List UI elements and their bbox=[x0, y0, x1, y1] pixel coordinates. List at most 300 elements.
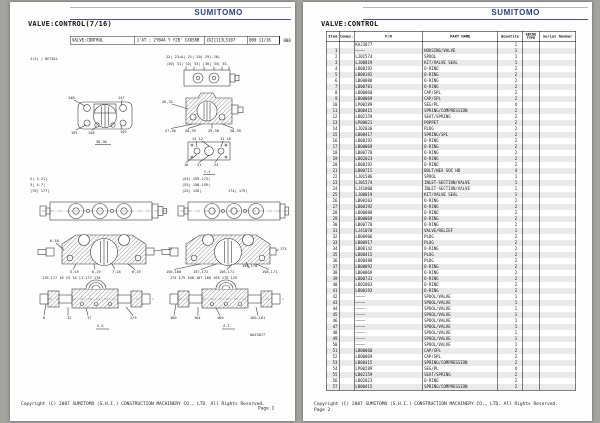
cell-qty: 1 bbox=[498, 42, 523, 48]
cell-item: 27 bbox=[327, 204, 340, 210]
cell-item: 16 bbox=[327, 138, 340, 144]
diagram-callout: 2/9 bbox=[130, 316, 137, 320]
page-1 bbox=[10, 2, 295, 421]
cell-name: O-RING bbox=[423, 378, 498, 384]
cell-pn: LB00781 bbox=[354, 84, 423, 90]
cell-pn: LB02159 bbox=[354, 114, 423, 120]
cell-pn: LB00192 bbox=[354, 162, 423, 168]
cell-qty: 2 bbox=[498, 198, 523, 204]
cell-qty: 1 bbox=[498, 186, 523, 192]
diagram-callout: 26,32 bbox=[162, 100, 173, 104]
cell-item: 35 bbox=[327, 252, 340, 258]
header-rule-top bbox=[363, 7, 588, 8]
cell-pn: LJ01574 bbox=[354, 180, 423, 186]
diagram-callout: J(S) / DETAIL bbox=[30, 57, 59, 61]
cell-qty: 1 bbox=[498, 60, 523, 66]
cell-qty: 2 bbox=[498, 210, 523, 216]
cell-item: 36 bbox=[327, 258, 340, 264]
cell-name: HOUSING/VALVE bbox=[423, 48, 498, 54]
cell-item: 38 bbox=[327, 270, 340, 276]
cell-qty: 2 bbox=[498, 378, 523, 384]
cell-qty: 1 bbox=[498, 324, 523, 330]
cell-name: SPOOL/VALVE bbox=[423, 336, 498, 342]
cell-pn: LB00731 bbox=[354, 276, 423, 282]
cell-item: 19 bbox=[327, 156, 340, 162]
cell-qty: 1 bbox=[498, 312, 523, 318]
cell-pn: KAJ3077 bbox=[354, 42, 423, 48]
cell-name: O-RING bbox=[423, 66, 498, 72]
col-header-abcde: ABCDE TYPE bbox=[523, 32, 540, 42]
cell-qty: 1 bbox=[498, 174, 523, 180]
cell-name: SPRING/SPL bbox=[423, 132, 498, 138]
diagram-callout: |54| 159-173| bbox=[182, 177, 211, 181]
cell-pn: LB00415 bbox=[354, 252, 423, 258]
cell-item: 48 bbox=[327, 330, 340, 336]
cell-pn: LB00415 bbox=[354, 360, 423, 366]
cell-qty: 2 bbox=[498, 78, 523, 84]
diagram-callout: 155 bbox=[71, 131, 78, 135]
cell-qty: 2 bbox=[498, 114, 523, 120]
diagram-callout: |25| 126| bbox=[182, 189, 202, 193]
cell-qty: 2 bbox=[498, 354, 523, 360]
cell-qty: 1 bbox=[498, 192, 523, 198]
cell-item: 10 bbox=[327, 102, 340, 108]
drawing-title-block bbox=[70, 36, 291, 45]
cell-item: 28 bbox=[327, 210, 340, 216]
col-header-pn: P/N bbox=[354, 32, 423, 42]
cell-qty: 2 bbox=[498, 96, 523, 102]
cell-item: 47 bbox=[327, 324, 340, 330]
cell-name: SPOOL/VALVE bbox=[423, 300, 498, 306]
cell-qty: 2 bbox=[498, 126, 523, 132]
page-title: VALVE:CONTROL(7/16) bbox=[28, 20, 112, 28]
cell-pn: LB00415 bbox=[354, 108, 423, 114]
cell-pn: LB00917 bbox=[354, 240, 423, 246]
cell-name: SPRING/COMPRESSION bbox=[423, 108, 498, 114]
diagram-callout: 22| 23+A| 21|-20| 25|-20| bbox=[166, 55, 221, 59]
cell-item: 5 bbox=[327, 72, 340, 78]
cell-qty: 2 bbox=[498, 204, 523, 210]
cell-name: PLUG bbox=[423, 258, 498, 264]
cell-qty: 2 bbox=[498, 384, 523, 390]
cell-qty: 1 bbox=[498, 54, 523, 60]
page-2 bbox=[303, 2, 592, 421]
cell-name: CAP/SPL bbox=[423, 90, 498, 96]
cell-item: 20 bbox=[327, 162, 340, 168]
cell-qty: 2 bbox=[498, 144, 523, 150]
cell-name: PLUG bbox=[423, 252, 498, 258]
sumitomo-logo: SUMITOMO bbox=[491, 8, 540, 17]
cell-item: 55 bbox=[327, 372, 340, 378]
cell-pn: LB00069 bbox=[354, 216, 423, 222]
cell-pn: LJ41000 bbox=[354, 186, 423, 192]
cell-name: CAP/SPL bbox=[423, 348, 498, 354]
diagram-callout: 173 bbox=[280, 247, 287, 251]
cell-item: 33 bbox=[327, 240, 340, 246]
diagram-callout: 148 bbox=[88, 131, 95, 135]
sumitomo-logo: SUMITOMO bbox=[194, 8, 243, 17]
diagram-callout: 160 bbox=[170, 316, 177, 320]
diagram-callout: 149 bbox=[120, 130, 127, 134]
cell-pn: LB00088 bbox=[354, 78, 423, 84]
cell-item: 23 bbox=[327, 180, 340, 186]
cell-qty: 2 bbox=[498, 264, 523, 270]
cell-qty: 2 bbox=[498, 216, 523, 222]
cell-name: O-RING bbox=[423, 264, 498, 270]
cell-qty: 2 bbox=[498, 372, 523, 378]
cell-pn: ———— bbox=[354, 306, 423, 312]
diagram-callout: 148 bbox=[68, 96, 75, 100]
cell-item: 2 bbox=[327, 54, 340, 60]
cell-qty: 2 bbox=[498, 234, 523, 240]
diagram-callout: 8 bbox=[43, 316, 46, 320]
cell-item: 13 bbox=[327, 120, 340, 126]
cell-name: O-RING bbox=[423, 276, 498, 282]
col-header-item: Item bbox=[327, 32, 340, 42]
cell-qty: 2 bbox=[498, 66, 523, 72]
cell-qty: 2 bbox=[498, 270, 523, 276]
header-rule-bottom bbox=[363, 19, 588, 20]
cell-qty: 2 bbox=[498, 282, 523, 288]
diagram-callout: 3K-3K bbox=[96, 140, 107, 144]
diagram-callout: 159,170 bbox=[242, 264, 258, 268]
cell-item: 56 bbox=[327, 378, 340, 384]
cell-name: SPOOL/VALVE bbox=[423, 342, 498, 348]
diagram-callout: 3| 4-7| bbox=[30, 183, 46, 187]
cell-qty: 4 bbox=[498, 366, 523, 372]
parts-table-header bbox=[327, 32, 576, 43]
diagram-callout: 156,171 bbox=[219, 270, 235, 274]
parts-table-body bbox=[327, 42, 576, 390]
cell-pn: LB00088 bbox=[354, 210, 423, 216]
cell-item: 7 bbox=[327, 84, 340, 90]
cell-item: 12 bbox=[327, 114, 340, 120]
cell-item: 41 bbox=[327, 288, 340, 294]
cell-pn: ———— bbox=[354, 318, 423, 324]
assembly-top-view-left bbox=[40, 202, 170, 220]
cell-name: O-RING bbox=[423, 210, 498, 216]
cell-name: VALVE/RELIEF bbox=[423, 228, 498, 234]
cell-item: 32 bbox=[327, 234, 340, 240]
cell-pn: LJ00819 bbox=[354, 60, 423, 66]
cell-item: 44 bbox=[327, 306, 340, 312]
cell-pn: LJ41070 bbox=[354, 228, 423, 234]
col-header-name: PART NAME bbox=[423, 32, 498, 42]
cell-pn: LB00069 bbox=[354, 354, 423, 360]
cell-name: KIT/VALVE SEAL bbox=[423, 192, 498, 198]
cell-pn: ———— bbox=[354, 294, 423, 300]
diagram-callout: 12 bbox=[67, 316, 72, 320]
cell-item: 17 bbox=[327, 144, 340, 150]
cell-name: PLUG bbox=[423, 126, 498, 132]
cell-item: 51 bbox=[327, 348, 340, 354]
cell-item: 57 bbox=[327, 384, 340, 390]
diagram-callout: Z-Z bbox=[223, 324, 230, 328]
cell-qty: 1 bbox=[498, 180, 523, 186]
cell-name: SEAT/SPRING bbox=[423, 114, 498, 120]
col-header-serial: Serial Number bbox=[542, 34, 573, 39]
cell-pn: ———— bbox=[354, 336, 423, 342]
cell-qty: 2 bbox=[498, 360, 523, 366]
cell-pn: LB00906 bbox=[354, 234, 423, 240]
cell-qty: 2 bbox=[498, 348, 523, 354]
cell-qty: 2 bbox=[498, 72, 523, 78]
cell-name: O-RING bbox=[423, 138, 498, 144]
cell-item: 15 bbox=[327, 132, 340, 138]
cell-qty: 4 bbox=[498, 102, 523, 108]
cell-pn: LB00192 bbox=[354, 72, 423, 78]
cell-item: 24 bbox=[327, 186, 340, 192]
cell-item: 26 bbox=[327, 198, 340, 204]
diagram-callout: 7,18 bbox=[112, 270, 121, 274]
diagram-callout: 5,19 bbox=[70, 270, 79, 274]
cross-section-zz bbox=[170, 280, 284, 329]
diagram-callout: 21 bbox=[168, 247, 173, 251]
cell-name: O-RING bbox=[423, 216, 498, 222]
col-header-qty: Quantity bbox=[498, 32, 523, 42]
cell-pn: ———— bbox=[354, 48, 423, 54]
cell-name: O-RING bbox=[423, 282, 498, 288]
cell-qty: 2 bbox=[498, 132, 523, 138]
diagram-callout: 13 12 bbox=[192, 137, 203, 141]
cell-name: O-RING bbox=[423, 78, 498, 84]
cell-pn: LJ01586 bbox=[354, 174, 423, 180]
cell-pn: ———— bbox=[354, 300, 423, 306]
valve-diagram bbox=[16, 52, 292, 344]
title-block-name: VALVE:CONTROL bbox=[71, 37, 136, 45]
cell-pn: LB00770 bbox=[354, 222, 423, 228]
cell-item: 43 bbox=[327, 300, 340, 306]
cell-qty: 2 bbox=[498, 162, 523, 168]
diagram-callout: KAJ3077 bbox=[250, 333, 266, 337]
page-number: Page 1 bbox=[258, 406, 275, 411]
cell-pn: LB00203 bbox=[354, 198, 423, 204]
cell-name: O-RING bbox=[423, 204, 498, 210]
cell-pn: LB00060 bbox=[354, 348, 423, 354]
valve-top-view bbox=[184, 67, 239, 87]
cell-name: PLUG bbox=[423, 234, 498, 240]
cell-name: POPPET bbox=[423, 120, 498, 126]
diagram-callout: 160,161 bbox=[250, 316, 266, 320]
cell-item: 39 bbox=[327, 276, 340, 282]
cell-item: 40 bbox=[327, 282, 340, 288]
diagram-callout: 16 bbox=[184, 163, 189, 167]
cell-pn: ———— bbox=[354, 330, 423, 336]
diagram-callout: 28,39 bbox=[185, 129, 196, 133]
valve-side-view bbox=[171, 93, 243, 129]
cell-item: 8 bbox=[327, 90, 340, 96]
cell-item: 50 bbox=[327, 342, 340, 348]
cell-item: 30 bbox=[327, 222, 340, 228]
cell-qty: 1 bbox=[498, 306, 523, 312]
cell-name: O-RING bbox=[423, 198, 498, 204]
cell-name: SPOOL bbox=[423, 54, 498, 60]
cell-pn: LB00417 bbox=[354, 132, 423, 138]
cell-pn: LJ00819 bbox=[354, 192, 423, 198]
diagram-callout: 157,172 bbox=[193, 270, 209, 274]
cell-name: INLET-SECTION/VALVE bbox=[423, 186, 498, 192]
diagram-callout: 160 bbox=[217, 316, 224, 320]
cell-name: O-RING bbox=[423, 84, 498, 90]
diagram-callout: 156,160 bbox=[166, 270, 182, 274]
cell-item: 46 bbox=[327, 318, 340, 324]
copyright-line: Copyright (C) 2007 SUMITOMO (S.H.I.) CONSTRUCTION MACHINERY CO., LTD. All Rights Reserved. bbox=[21, 401, 265, 407]
cell-comps bbox=[339, 384, 354, 390]
cell-item: 18 bbox=[327, 150, 340, 156]
cell-pn: LB00192 bbox=[354, 138, 423, 144]
cell-name: O-RING bbox=[423, 144, 498, 150]
cell-pn: ———— bbox=[354, 324, 423, 330]
cell-qty: 2 bbox=[498, 252, 523, 258]
footer-block bbox=[314, 401, 599, 413]
assembly-front-view-right bbox=[162, 235, 279, 270]
title-block-suffix: 000 bbox=[283, 38, 291, 43]
cell-qty: 1 bbox=[498, 330, 523, 336]
cell-pn: LB00192 bbox=[354, 288, 423, 294]
cell-qty: 2 bbox=[498, 84, 523, 90]
col-header-comps: Comps. bbox=[339, 32, 354, 42]
cell-pn: LB00069 bbox=[354, 144, 423, 150]
cell-name: O-RING bbox=[423, 288, 498, 294]
cell-pn: LP00821 bbox=[354, 120, 423, 126]
cell-name: O-RING bbox=[423, 72, 498, 78]
cell-qty: 1 bbox=[498, 318, 523, 324]
cell-item: 42 bbox=[327, 294, 340, 300]
cell-item: 49 bbox=[327, 336, 340, 342]
title-block-serial: ZAJ1113L5107 bbox=[205, 37, 248, 45]
cell-name: O-RING bbox=[423, 222, 498, 228]
cell-pn: LB00715 bbox=[354, 168, 423, 174]
diagram-callout: 174| 175| bbox=[228, 189, 248, 193]
cell-name: CAP/SPL bbox=[423, 96, 498, 102]
cell-qty: 4 bbox=[498, 168, 523, 174]
diagram-callout: 24 bbox=[214, 163, 219, 167]
cell-name: O-RING bbox=[423, 162, 498, 168]
diagram-callout: X-X bbox=[97, 324, 104, 328]
cell-pn: LB02003 bbox=[354, 282, 423, 288]
cell-item: 11 bbox=[327, 108, 340, 114]
diagram-callout: 6,19 bbox=[92, 270, 101, 274]
cell-item: 25 bbox=[327, 192, 340, 198]
diagram-callout: 17 bbox=[87, 316, 92, 320]
cell-abcde bbox=[523, 384, 540, 390]
cell-pn: LB00488 bbox=[354, 258, 423, 264]
cell-pn: LB00192 bbox=[354, 66, 423, 72]
cell-qty: 2 bbox=[498, 288, 523, 294]
cell-item: 9 bbox=[327, 96, 340, 102]
cell-name: SPOOL bbox=[423, 174, 498, 180]
cell-item: 54 bbox=[327, 366, 340, 372]
cell-qty: 1 bbox=[498, 300, 523, 306]
cell-name: PLUG bbox=[423, 240, 498, 246]
cell-name: CAP/SPL bbox=[423, 354, 498, 360]
diagram-callout: 28,39 bbox=[230, 129, 241, 133]
diagram-callout: |55| 158-159| bbox=[182, 183, 211, 187]
cell-qty: 2 bbox=[498, 108, 523, 114]
cell-name: KIT/VALVE SEAL bbox=[423, 60, 498, 66]
cell-pn: LB00092 bbox=[354, 264, 423, 270]
cell-pn: LB00060 bbox=[354, 90, 423, 96]
diagram-callout: 147 bbox=[118, 96, 125, 100]
cell-pn: LB00142 bbox=[354, 246, 423, 252]
cell-item: 4 bbox=[327, 66, 340, 72]
cell-item: 21 bbox=[327, 168, 340, 174]
cell-qty: 1 bbox=[498, 48, 523, 54]
cell-qty: 2 bbox=[498, 120, 523, 126]
flange-detail-view bbox=[74, 100, 132, 145]
cell-item: 6 bbox=[327, 78, 340, 84]
diagram-callout: 174 175 168 167 166 165 176 125 bbox=[170, 276, 238, 280]
diagram-callout: 6,19 bbox=[132, 270, 141, 274]
cell-pn: LB00069 bbox=[354, 96, 423, 102]
cell-item: 34 bbox=[327, 246, 340, 252]
cell-item: 52 bbox=[327, 354, 340, 360]
cell-qty: 2 bbox=[498, 240, 523, 246]
title-block-model: 1'AT ; 2YB4A Y Y2B' CX858B bbox=[135, 37, 205, 45]
cell-name: SPOOL/VALVE bbox=[423, 306, 498, 312]
diagram-callout: Y-Y bbox=[204, 170, 211, 174]
cell-pn: LB02023 bbox=[354, 378, 423, 384]
cell-name: SPOOL/VALVE bbox=[423, 312, 498, 318]
assembly-top-view-right bbox=[178, 202, 290, 220]
page-number: Page 2 bbox=[314, 407, 331, 413]
cell-name: SPOOL/VALVE bbox=[423, 318, 498, 324]
cell-name: O-RING bbox=[423, 156, 498, 162]
cell-qty: 1 bbox=[498, 228, 523, 234]
cell-name: O-RING bbox=[423, 270, 498, 276]
diagram-callout: 6,18 bbox=[50, 239, 59, 243]
diagram-callout: |76| 177| bbox=[30, 189, 50, 193]
cell-name: O-RING bbox=[423, 150, 498, 156]
cell-pn: LB02023 bbox=[354, 156, 423, 162]
cell-name: SPOOL/VALVE bbox=[423, 324, 498, 330]
cell-qty: 2 bbox=[498, 156, 523, 162]
diagram-callout: 164 bbox=[194, 316, 201, 320]
cell-item: 29 bbox=[327, 216, 340, 222]
diagram-callout: 31 bbox=[197, 163, 202, 167]
diagram-callout: 158,171 bbox=[262, 270, 278, 274]
cell-name: SPOOL/VALVE bbox=[423, 294, 498, 300]
cell-pn: LB00415 bbox=[354, 384, 423, 390]
cell-name: SEG/PL bbox=[423, 366, 498, 372]
page-title: VALVE:CONTROL bbox=[321, 20, 379, 28]
cell-item: 53 bbox=[327, 360, 340, 366]
copyright-line: Copyright (C) 2007 SUMITOMO (S.H.I.) CONSTRUCTION MACHINERY CO., LTD. All Rights Reserved. bbox=[314, 401, 558, 407]
cell-qty: 2 bbox=[498, 138, 523, 144]
cell-name: INLET-SECTION/VALVE bbox=[423, 180, 498, 186]
diagram-callout: 2| 3-21| bbox=[30, 177, 48, 181]
cell-item: 45 bbox=[327, 312, 340, 318]
parts-table bbox=[326, 31, 576, 391]
cell-item: 14 bbox=[327, 126, 340, 132]
cell-name: SPRING/COMPRESSION bbox=[423, 360, 498, 366]
cell-pn: LB00770 bbox=[354, 150, 423, 156]
cell-qty: 1 bbox=[498, 336, 523, 342]
cross-section-xx bbox=[40, 280, 154, 329]
diagram-callout: |30| 31| 32| 33| |36| 34| 35. bbox=[166, 62, 229, 66]
diagram-callout: 29,38 bbox=[208, 129, 219, 133]
cell-name: SEG/PL bbox=[423, 102, 498, 108]
diagram-callout: 27,40 bbox=[165, 129, 176, 133]
cell-pn: LB00192 bbox=[354, 204, 423, 210]
cell-qty: 2 bbox=[498, 246, 523, 252]
cell-name: SPOOL/VALVE bbox=[423, 330, 498, 336]
table-row bbox=[327, 384, 576, 390]
cell-pn: LB00069 bbox=[354, 270, 423, 276]
cell-qty: 2 bbox=[498, 222, 523, 228]
cell-item: 3 bbox=[327, 60, 340, 66]
cell-pn: ———— bbox=[354, 312, 423, 318]
